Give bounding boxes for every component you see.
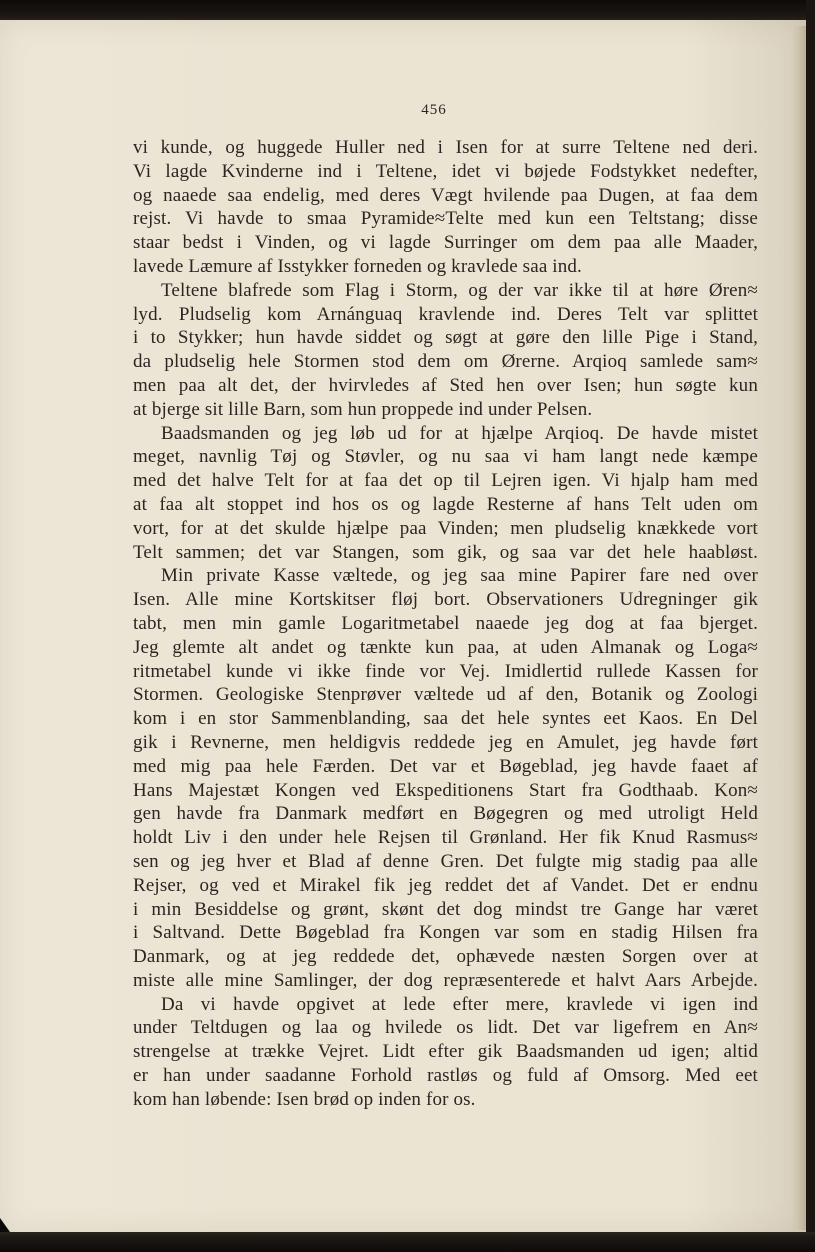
text-line: at faa alt stoppet ind hos os og lagde Resterne af hans Telt uden om: [133, 493, 758, 515]
text-line: kom i en stor Sammenblanding, saa det hele syntes eet Kaos. En Del: [133, 708, 758, 730]
text-line: er han under saadanne Forhold rastløs og fuld af Omsorg. Med eet: [133, 1065, 758, 1087]
text-line: vort, for at det skulde hjælpe paa Vinden; men pludselig knækkede vort: [133, 517, 758, 539]
text-line: tabt, men min gamle Logaritmetabel naaede jeg dog at faa bjerget.: [133, 612, 758, 634]
text-line: gik i Revnerne, men heldigvis reddede jeg en Amulet, jeg havde ført: [133, 731, 758, 753]
scan-right-edge: [806, 0, 815, 1252]
text-line: Stormen. Geologiske Stenprøver væltede ud af den, Botanik og Zoologi: [133, 684, 758, 706]
text-line: staar bedst i Vinden, og vi lagde Surringer om dem paa alle Maader,: [133, 232, 758, 254]
text-line: Rejser, og ved et Mirakel fik jeg reddet det af Vandet. Det er endnu: [133, 874, 758, 896]
text-line: i to Stykker; hun havde siddet og søgt at gøre den lille Pige i Stand,: [133, 327, 758, 349]
text-line: Vi lagde Kvinderne ind i Teltene, idet vi bøjede Fodstykket nedefter,: [133, 160, 758, 182]
scan-corner-mark: [0, 1218, 10, 1232]
text-line: Da vi havde opgivet at lede efter mere, kravlede vi igen ind: [161, 993, 758, 1015]
text-line: Teltene blafrede som Flag i Storm, og der var ikke til at høre Øren≈: [161, 279, 758, 301]
text-line: under Teltdugen og laa og hvilede os lidt. Det var ligefrem en An≈: [133, 1017, 758, 1039]
text-line: Min private Kasse væltede, og jeg saa mine Papirer fare ned over: [161, 565, 758, 587]
text-line: lyd. Pludselig kom Arnánguaq kravlende ind. Deres Telt var splittet: [133, 303, 758, 325]
text-line: kom han løbende: Isen brød op inden for os.: [133, 1088, 476, 1110]
text-line: ritmetabel kunde vi ikke finde vor Vej. Imidlertid rullede Kassen for: [133, 660, 758, 682]
text-line: med mig paa hele Færden. Det var et Bøgeblad, jeg havde faaet af: [133, 755, 758, 777]
text-line: i min Besiddelse og grønt, skønt det dog mindst tre Gange har været: [133, 898, 758, 920]
text-line: med det halve Telt for at faa det op til Lejren igen. Vi hjalp ham med: [133, 470, 758, 492]
text-line: Baadsmanden og jeg løb ud for at hjælpe Arqioq. De havde mistet: [161, 422, 758, 444]
text-line: men paa alt det, der hvirvledes af Sted hen over Isen; hun søgte kun: [133, 374, 758, 396]
page-edge-shadow: [792, 26, 806, 1230]
text-line: vi kunde, og huggede Huller ned i Isen for at surre Teltene ned deri.: [133, 137, 758, 158]
text-line: sen og jeg hver et Blad af denne Gren. Det fulgte mig stadig paa alle: [133, 850, 758, 872]
page-number: 456: [421, 102, 447, 118]
text-line: miste alle mine Samlinger, der dog repræsenterede et halvt Aars Arbejde.: [133, 969, 758, 991]
text-line: Jeg glemte alt andet og tænkte kun paa, at uden Almanak og Loga≈: [133, 636, 758, 658]
text-line: rejst. Vi havde to smaa Pyramide≈Telte med kun een Teltstang; disse: [133, 208, 758, 230]
body-text: [133, 136, 758, 1112]
text-line: Danmark, og at jeg reddede det, ophævede næsten Sorgen over at: [133, 946, 758, 968]
text-line: i Saltvand. Dette Bøgeblad fra Kongen var som en stadig Hilsen fra: [133, 922, 758, 944]
text-line: da pludselig hele Stormen stod dem om Ørerne. Arqioq samlede sam≈: [133, 351, 758, 373]
scan-bottom-edge: [0, 1232, 815, 1252]
text-line: lavede Læmure af Isstykker forneden og kravlede saa ind.: [133, 255, 582, 277]
scan-top-edge: [0, 0, 815, 22]
text-line: holdt Liv i den under hele Rejsen til Grønland. Her fik Knud Rasmus≈: [133, 827, 758, 849]
text-line: gen havde fra Danmark medført en Bøgegren og med utroligt Held: [133, 803, 758, 825]
text-line: Telt sammen; det var Stangen, som gik, og saa var det hele haabløst.: [133, 541, 758, 563]
text-line: Hans Majestæt Kongen ved Ekspeditionens Start fra Godthaab. Kon≈: [133, 779, 758, 801]
text-line: Isen. Alle mine Kortskitser fløj bort. Observationers Udregninger gik: [133, 589, 758, 611]
text-line: strengelse at trække Vejret. Lidt efter gik Baadsmanden ud igen; altid: [133, 1041, 758, 1063]
text-line: meget, navnlig Tøj og Støvler, og nu saa vi ham langt nede kæmpe: [133, 446, 758, 468]
text-line: at bjerge sit lille Barn, som hun proppede ind under Pelsen.: [133, 398, 593, 420]
text-line: og naaede saa endelig, med deres Vægt hvilende paa Dugen, at faa dem: [133, 184, 758, 206]
